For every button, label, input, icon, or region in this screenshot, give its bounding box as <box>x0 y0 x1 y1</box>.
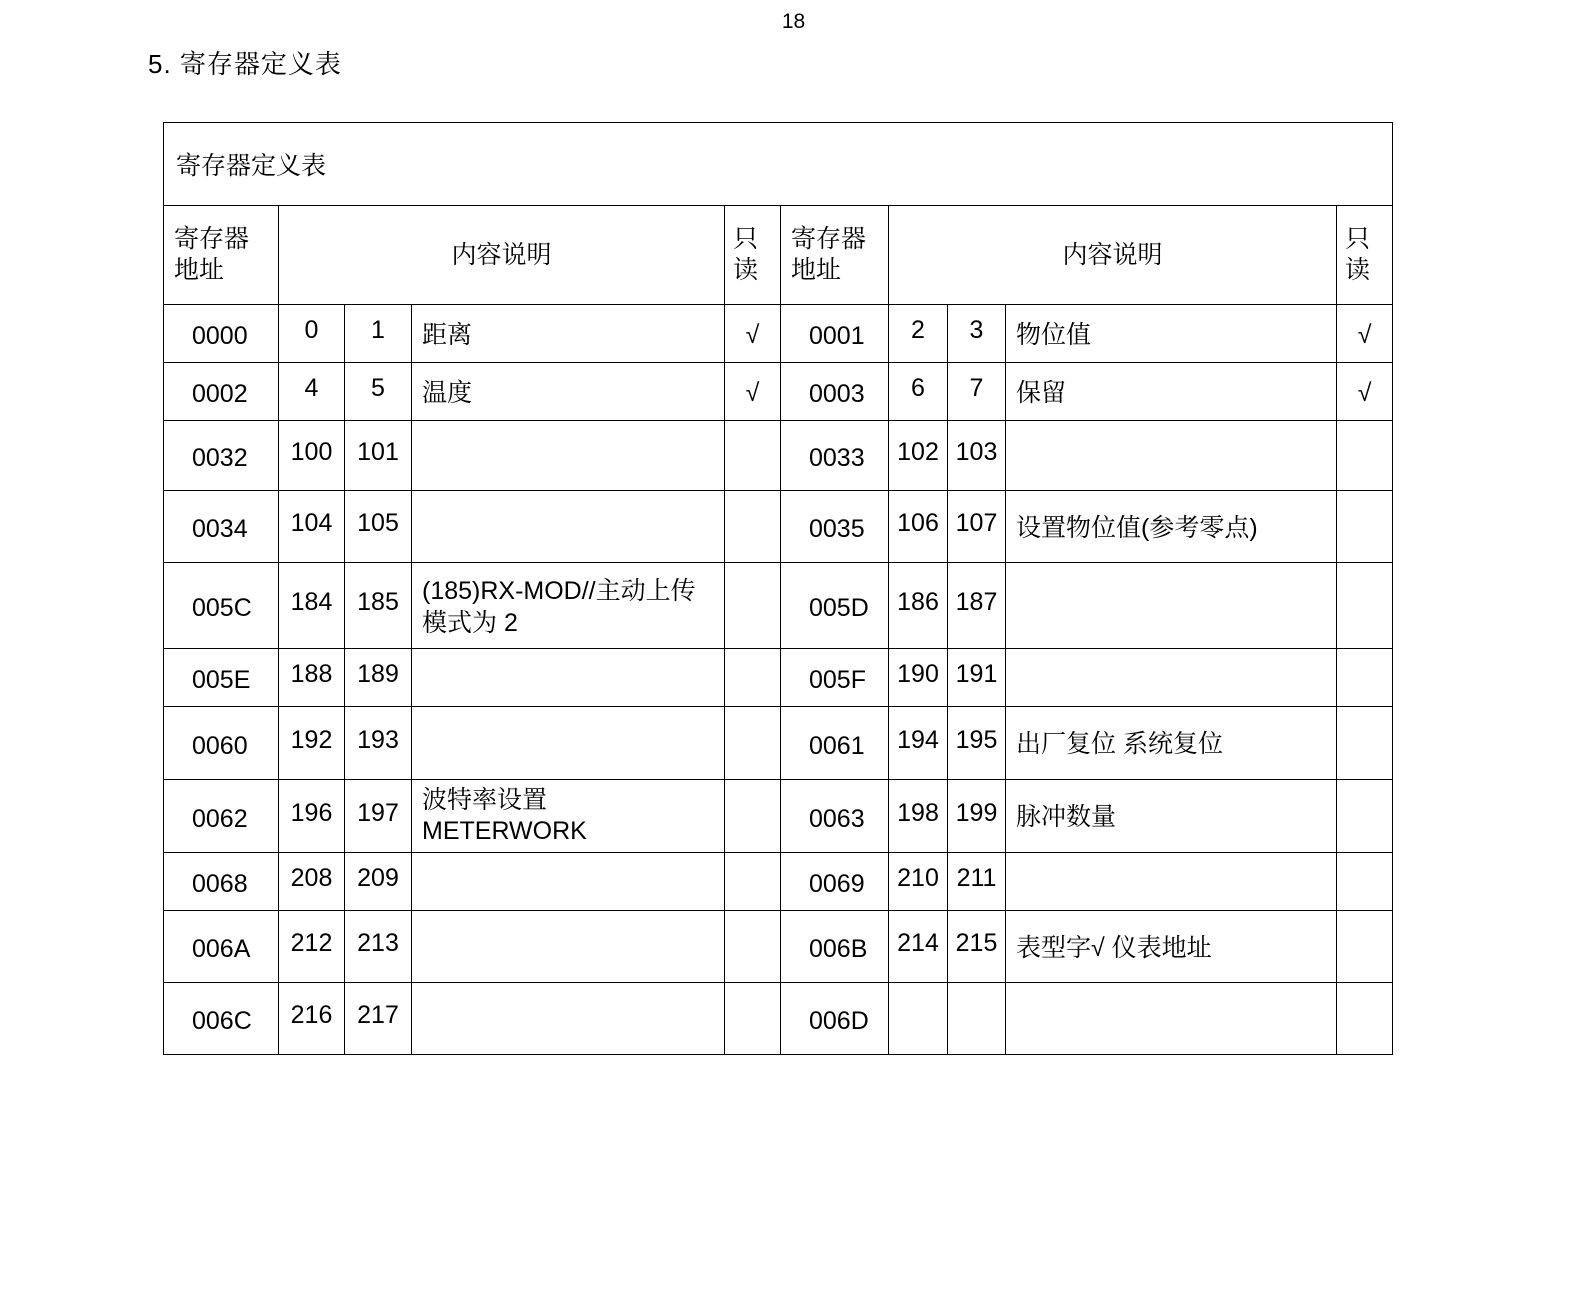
cell-address: 0034 <box>164 491 279 563</box>
cell-byte-high: 209 <box>345 853 412 911</box>
cell-byte-low: 6 <box>889 363 948 421</box>
table-row <box>164 305 1393 363</box>
table-caption-row <box>164 123 1393 206</box>
cell-byte-low: 216 <box>279 983 345 1055</box>
page-number: 18 <box>781 10 806 33</box>
cell-address: 0061 <box>781 707 889 780</box>
header-register-address-right <box>781 206 889 305</box>
cell-address: 006C <box>164 983 279 1055</box>
header-addr-line2-left: 地址 <box>174 256 225 284</box>
cell-address: 0069 <box>781 853 889 911</box>
cell-description: 温度 <box>412 363 725 421</box>
cell-byte-high <box>948 983 1006 1055</box>
cell-description <box>412 911 725 983</box>
register-definition-table-container <box>163 122 1392 1055</box>
cell-readonly: √ <box>725 363 781 421</box>
cell-address: 0033 <box>781 421 889 491</box>
cell-byte-high: 3 <box>948 305 1006 363</box>
cell-description: (185)RX-MOD//主动上传模式为 2 <box>412 563 725 649</box>
cell-description <box>1006 421 1337 491</box>
cell-readonly <box>1337 421 1393 491</box>
cell-address: 006A <box>164 911 279 983</box>
cell-address: 005D <box>781 563 889 649</box>
cell-byte-low: 196 <box>279 780 345 853</box>
cell-byte-low: 102 <box>889 421 948 491</box>
cell-byte-high: 197 <box>345 780 412 853</box>
cell-description <box>412 983 725 1055</box>
cell-address: 0001 <box>781 305 889 363</box>
cell-description: 出厂复位 系统复位 <box>1006 707 1337 780</box>
table-caption: 寄存器定义表 <box>164 123 1393 206</box>
cell-byte-high: 217 <box>345 983 412 1055</box>
cell-byte-low: 214 <box>889 911 948 983</box>
cell-description <box>412 491 725 563</box>
table-row <box>164 983 1393 1055</box>
cell-byte-low: 190 <box>889 649 948 707</box>
table-row <box>164 563 1393 649</box>
cell-readonly <box>1337 780 1393 853</box>
cell-address: 005C <box>164 563 279 649</box>
cell-description <box>1006 563 1337 649</box>
table-row <box>164 649 1393 707</box>
table-header-row <box>164 206 1393 305</box>
cell-byte-high: 193 <box>345 707 412 780</box>
cell-byte-high: 211 <box>948 853 1006 911</box>
cell-byte-low: 0 <box>279 305 345 363</box>
header-description-left: 内容说明 <box>279 206 725 305</box>
header-ro-line1-left: 只 <box>733 224 759 253</box>
cell-readonly <box>725 421 781 491</box>
cell-description: 距离 <box>412 305 725 363</box>
cell-readonly: √ <box>1337 363 1393 421</box>
cell-readonly <box>1337 491 1393 563</box>
cell-description: 波特率设置 METERWORK <box>412 780 725 853</box>
cell-byte-high: 107 <box>948 491 1006 563</box>
cell-byte-low: 106 <box>889 491 948 563</box>
cell-readonly <box>725 780 781 853</box>
cell-address: 006D <box>781 983 889 1055</box>
cell-byte-low: 4 <box>279 363 345 421</box>
cell-address: 005F <box>781 649 889 707</box>
cell-readonly <box>725 707 781 780</box>
cell-readonly <box>725 853 781 911</box>
cell-byte-low: 188 <box>279 649 345 707</box>
cell-readonly: √ <box>1337 305 1393 363</box>
cell-readonly <box>725 911 781 983</box>
cell-byte-high: 1 <box>345 305 412 363</box>
cell-byte-high: 189 <box>345 649 412 707</box>
table-row <box>164 780 1393 853</box>
header-addr-line1-right: 寄存器 <box>791 224 867 253</box>
cell-byte-low: 2 <box>889 305 948 363</box>
cell-address: 005E <box>164 649 279 707</box>
cell-byte-low: 194 <box>889 707 948 780</box>
cell-byte-low: 186 <box>889 563 948 649</box>
cell-byte-low: 198 <box>889 780 948 853</box>
cell-address: 0068 <box>164 853 279 911</box>
cell-address: 0002 <box>164 363 279 421</box>
cell-readonly <box>1337 649 1393 707</box>
header-addr-line2-right: 地址 <box>791 256 842 284</box>
cell-readonly <box>1337 853 1393 911</box>
cell-byte-high: 195 <box>948 707 1006 780</box>
cell-address: 0000 <box>164 305 279 363</box>
cell-description <box>1006 983 1337 1055</box>
header-readonly-left <box>725 206 781 305</box>
cell-byte-low: 184 <box>279 563 345 649</box>
cell-description <box>412 853 725 911</box>
cell-readonly <box>725 563 781 649</box>
cell-address: 0063 <box>781 780 889 853</box>
header-register-address-left <box>164 206 279 305</box>
cell-description <box>412 707 725 780</box>
table-row <box>164 491 1393 563</box>
cell-byte-high: 215 <box>948 911 1006 983</box>
header-readonly-right <box>1337 206 1393 305</box>
cell-description <box>1006 853 1337 911</box>
cell-byte-low: 192 <box>279 707 345 780</box>
cell-description: 表型字√ 仪表地址 <box>1006 911 1337 983</box>
cell-byte-high: 191 <box>948 649 1006 707</box>
cell-readonly <box>725 491 781 563</box>
cell-readonly <box>1337 911 1393 983</box>
cell-description <box>1006 649 1337 707</box>
cell-description <box>412 649 725 707</box>
header-addr-line1-left: 寄存器 <box>174 224 250 253</box>
header-ro-line1-right: 只 <box>1345 224 1371 253</box>
cell-description: 脉冲数量 <box>1006 780 1337 853</box>
cell-readonly <box>1337 563 1393 649</box>
cell-address: 0032 <box>164 421 279 491</box>
cell-byte-low: 208 <box>279 853 345 911</box>
cell-byte-high: 7 <box>948 363 1006 421</box>
cell-byte-high: 187 <box>948 563 1006 649</box>
table-row <box>164 911 1393 983</box>
table-row <box>164 363 1393 421</box>
cell-readonly <box>1337 983 1393 1055</box>
section-heading: 5. 寄存器定义表 <box>148 49 342 79</box>
cell-readonly <box>725 649 781 707</box>
cell-byte-low: 210 <box>889 853 948 911</box>
cell-address: 0062 <box>164 780 279 853</box>
cell-byte-high: 105 <box>345 491 412 563</box>
cell-address: 0060 <box>164 707 279 780</box>
cell-description <box>412 421 725 491</box>
cell-readonly: √ <box>725 305 781 363</box>
cell-description: 物位值 <box>1006 305 1337 363</box>
table-row <box>164 707 1393 780</box>
cell-byte-low: 212 <box>279 911 345 983</box>
cell-description: 保留 <box>1006 363 1337 421</box>
header-ro-line2-right: 读 <box>1345 256 1371 284</box>
register-definition-table <box>163 122 1393 1055</box>
cell-readonly <box>725 983 781 1055</box>
header-description-right: 内容说明 <box>889 206 1337 305</box>
cell-byte-high: 101 <box>345 421 412 491</box>
cell-byte-low <box>889 983 948 1055</box>
cell-readonly <box>1337 707 1393 780</box>
table-row <box>164 421 1393 491</box>
cell-byte-high: 185 <box>345 563 412 649</box>
table-row <box>164 853 1393 911</box>
cell-description: 设置物位值(参考零点) <box>1006 491 1337 563</box>
cell-byte-high: 103 <box>948 421 1006 491</box>
cell-address: 0003 <box>781 363 889 421</box>
cell-byte-high: 213 <box>345 911 412 983</box>
cell-byte-high: 199 <box>948 780 1006 853</box>
cell-address: 006B <box>781 911 889 983</box>
header-ro-line2-left: 读 <box>733 256 759 284</box>
cell-byte-low: 104 <box>279 491 345 563</box>
cell-byte-low: 100 <box>279 421 345 491</box>
cell-byte-high: 5 <box>345 363 412 421</box>
cell-address: 0035 <box>781 491 889 563</box>
